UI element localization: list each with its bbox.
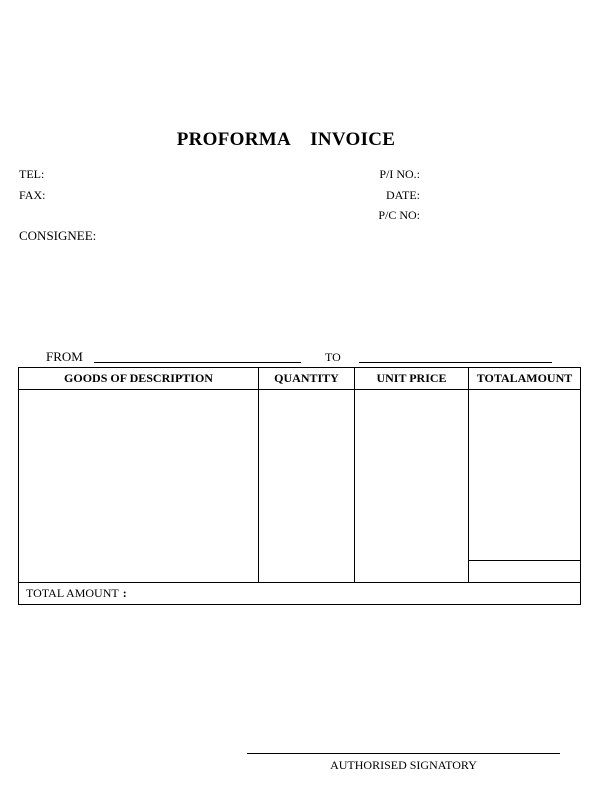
total-amount-cell[interactable]: [469, 390, 581, 583]
header-goods-description: GOODS OF DESCRIPTION: [19, 368, 259, 390]
authorised-signatory-label: AUTHORISED SIGNATORY: [330, 758, 477, 772]
total-row: [19, 583, 581, 605]
consignee-label: CONSIGNEE:: [19, 228, 97, 243]
pi-no-label: P/I NO.:: [379, 167, 420, 181]
from-line[interactable]: [94, 362, 301, 363]
total-amount-row-cell[interactable]: [19, 583, 581, 605]
subtotal-divider: [469, 560, 580, 561]
date-label: DATE:: [386, 188, 420, 202]
tel-label: TEL:: [19, 167, 45, 181]
fax-label: FAX:: [19, 188, 46, 202]
header-unit-price: UNIT PRICE: [355, 368, 469, 390]
header-total-amount: TOTALAMOUNT: [469, 368, 581, 390]
quantity-cell[interactable]: [259, 390, 355, 583]
to-line[interactable]: [359, 362, 552, 363]
pc-no-label: P/C NO:: [378, 208, 420, 222]
goods-description-cell[interactable]: [19, 390, 259, 583]
total-amount-label: TOTAL AMOUNT: [26, 586, 119, 600]
goods-table: [18, 367, 581, 605]
header-quantity: QUANTITY: [259, 368, 355, 390]
to-label: TO: [325, 350, 341, 364]
table-body-row: [19, 390, 581, 583]
signature-line[interactable]: [247, 753, 560, 754]
total-amount-colon: :: [122, 586, 127, 600]
document-title: PROFORMA INVOICE: [176, 129, 396, 150]
from-label: FROM: [46, 349, 83, 364]
table-header-row: [19, 368, 581, 390]
unit-price-cell[interactable]: [355, 390, 469, 583]
